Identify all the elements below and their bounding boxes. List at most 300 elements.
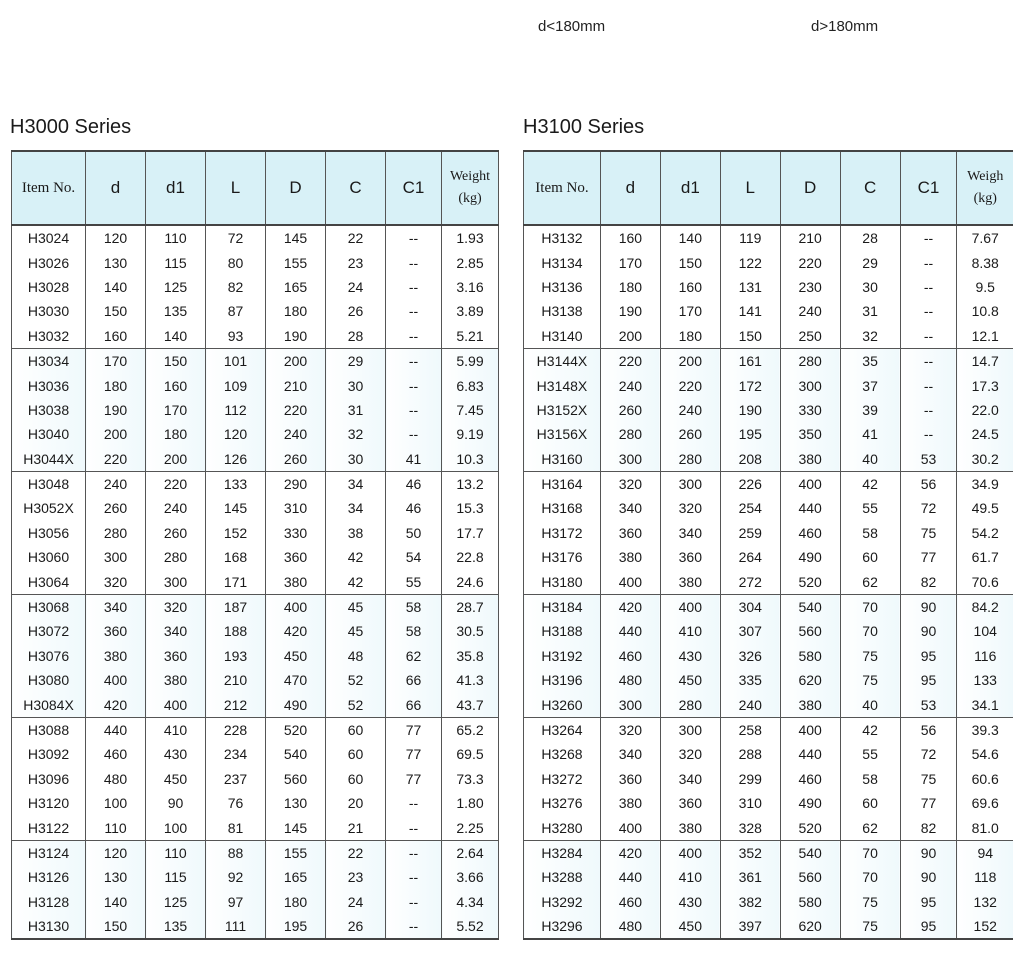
table-row [524,569,1013,594]
outer-d-cell: 440 [780,742,840,766]
h3000-series-title: H3000 Series [10,116,132,138]
d1-cell: 320 [660,496,720,520]
c1-cell: 90 [900,594,957,619]
d-cell: 400 [86,668,146,692]
header-d: d [86,151,146,225]
c-cell: 40 [840,447,900,472]
d-cell: 160 [86,324,146,349]
d1-cell: 110 [146,225,206,250]
c1-cell: 77 [386,742,442,766]
c-cell: 75 [840,644,900,668]
item-no-cell: H3292 [524,890,601,914]
d-cell: 150 [86,299,146,323]
table-row [524,398,1013,422]
outer-d-cell: 300 [780,373,840,397]
d-cell: 170 [600,250,660,274]
weight-cell: 10.3 [442,447,499,472]
outer-d-cell: 165 [266,865,326,889]
d1-cell: 450 [660,914,720,939]
weight-cell: 30.5 [442,619,499,643]
weight-cell: 69.5 [442,742,499,766]
item-no-cell: H3040 [12,422,86,446]
weight-cell: 9.5 [957,275,1013,299]
item-no-cell: H3048 [12,471,86,496]
item-no-cell: H3122 [12,815,86,840]
c-cell: 60 [326,767,386,791]
d1-cell: 140 [146,324,206,349]
d-cell: 140 [86,890,146,914]
table-row [524,865,1013,889]
table-row [12,225,499,250]
outer-d-cell: 155 [266,840,326,865]
table-row [12,324,499,349]
l-cell: 168 [206,545,266,569]
item-no-cell: H3034 [12,348,86,373]
table-row [12,422,499,446]
item-no-cell: H3084X [12,692,86,717]
d1-cell: 220 [146,471,206,496]
c1-cell: -- [386,225,442,250]
outer-d-cell: 520 [266,717,326,742]
l-cell: 93 [206,324,266,349]
table-row [524,496,1013,520]
d-cell: 200 [600,324,660,349]
l-cell: 361 [720,865,780,889]
item-no-cell: H3180 [524,569,601,594]
weight-cell: 81.0 [957,815,1013,840]
table-row [12,668,499,692]
outer-d-cell: 450 [266,644,326,668]
table-row [524,815,1013,840]
weight-cell: 22.0 [957,398,1013,422]
d1-cell: 110 [146,840,206,865]
l-cell: 195 [720,422,780,446]
c1-cell: 75 [900,521,957,545]
c-cell: 42 [326,569,386,594]
outer-d-cell: 210 [266,373,326,397]
header-c: C [840,151,900,225]
c1-cell: 95 [900,644,957,668]
weight-cell: 39.3 [957,717,1013,742]
l-cell: 188 [206,619,266,643]
d1-cell: 450 [146,767,206,791]
c-cell: 52 [326,692,386,717]
c1-cell: 75 [900,767,957,791]
outer-d-cell: 330 [780,398,840,422]
c1-cell: -- [900,398,957,422]
outer-d-cell: 260 [266,447,326,472]
header-weight-unit: (kg) [973,191,997,206]
d-cell: 190 [86,398,146,422]
c1-cell: 50 [386,521,442,545]
d-large-label: d>180mm [811,18,879,35]
item-no-cell: H3124 [12,840,86,865]
d1-cell: 160 [146,373,206,397]
c1-cell: -- [386,840,442,865]
table-row [524,840,1013,865]
d1-cell: 300 [146,569,206,594]
d-cell: 180 [86,373,146,397]
c-cell: 24 [326,275,386,299]
weight-cell: 54.2 [957,521,1013,545]
outer-d-cell: 165 [266,275,326,299]
weight-cell: 24.6 [442,569,499,594]
c-cell: 31 [840,299,900,323]
outer-d-cell: 490 [780,791,840,815]
c1-cell: 72 [900,496,957,520]
l-cell: 82 [206,275,266,299]
c-cell: 55 [840,496,900,520]
weight-cell: 35.8 [442,644,499,668]
c-cell: 75 [840,914,900,939]
d-cell: 460 [600,644,660,668]
outer-d-cell: 560 [780,619,840,643]
c-cell: 75 [840,890,900,914]
d-cell: 280 [600,422,660,446]
outer-d-cell: 195 [266,914,326,939]
c1-cell: -- [386,299,442,323]
d1-cell: 400 [146,692,206,717]
d1-cell: 360 [660,791,720,815]
l-cell: 264 [720,545,780,569]
l-cell: 80 [206,250,266,274]
outer-d-cell: 560 [266,767,326,791]
l-cell: 145 [206,496,266,520]
outer-d-cell: 460 [780,521,840,545]
c1-cell: 46 [386,496,442,520]
c1-cell: -- [386,890,442,914]
d-cell: 170 [86,348,146,373]
c-cell: 55 [840,742,900,766]
table-header-row [524,151,1013,225]
weight-cell: 34.9 [957,471,1013,496]
c-cell: 58 [840,521,900,545]
c-cell: 42 [326,545,386,569]
d1-cell: 240 [146,496,206,520]
l-cell: 304 [720,594,780,619]
item-no-cell: H3038 [12,398,86,422]
weight-cell: 9.19 [442,422,499,446]
table-row [524,471,1013,496]
h3100-series-title: H3100 Series [523,116,645,138]
table-row [12,299,499,323]
d1-cell: 340 [146,619,206,643]
l-cell: 240 [720,692,780,717]
l-cell: 208 [720,447,780,472]
c1-cell: 53 [900,447,957,472]
c-cell: 34 [326,496,386,520]
c-cell: 60 [326,742,386,766]
table-row [12,815,499,840]
header-d: d [600,151,660,225]
l-cell: 152 [206,521,266,545]
c1-cell: 56 [900,717,957,742]
d1-cell: 280 [146,545,206,569]
d1-cell: 135 [146,299,206,323]
d-cell: 130 [86,250,146,274]
header-weight-unit: (kg) [458,191,482,206]
weight-cell: 17.3 [957,373,1013,397]
l-cell: 234 [206,742,266,766]
table-row [524,890,1013,914]
c-cell: 24 [326,890,386,914]
item-no-cell: H3076 [12,644,86,668]
d-cell: 130 [86,865,146,889]
header-weight-label: Weight [449,169,491,184]
outer-d-cell: 180 [266,890,326,914]
c1-cell: -- [386,348,442,373]
outer-d-cell: 380 [780,447,840,472]
d-cell: 460 [86,742,146,766]
d-cell: 420 [600,840,660,865]
c1-cell: 77 [386,717,442,742]
h3100-series-table [523,150,1013,940]
item-no-cell: H3092 [12,742,86,766]
d1-cell: 320 [146,594,206,619]
weight-cell: 132 [957,890,1013,914]
table-row [12,569,499,594]
l-cell: 299 [720,767,780,791]
l-cell: 352 [720,840,780,865]
table-row [12,865,499,889]
weight-cell: 43.7 [442,692,499,717]
d-cell: 360 [86,619,146,643]
weight-cell: 30.2 [957,447,1013,472]
l-cell: 382 [720,890,780,914]
c1-cell: 82 [900,569,957,594]
c-cell: 39 [840,398,900,422]
item-no-cell: H3056 [12,521,86,545]
l-cell: 131 [720,275,780,299]
item-no-cell: H3264 [524,717,601,742]
d1-cell: 400 [660,840,720,865]
weight-cell: 3.16 [442,275,499,299]
table-row [524,668,1013,692]
c-cell: 75 [840,668,900,692]
l-cell: 272 [720,569,780,594]
weight-cell: 24.5 [957,422,1013,446]
weight-cell: 17.7 [442,521,499,545]
item-no-cell: H3276 [524,791,601,815]
d1-cell: 220 [660,373,720,397]
outer-d-cell: 490 [780,545,840,569]
item-no-cell: H3134 [524,250,601,274]
l-cell: 122 [720,250,780,274]
item-no-cell: H3284 [524,840,601,865]
c-cell: 35 [840,348,900,373]
table-row [12,644,499,668]
header-d1: d1 [146,151,206,225]
d-cell: 100 [86,791,146,815]
outer-d-cell: 250 [780,324,840,349]
d1-cell: 380 [660,815,720,840]
table-row [524,275,1013,299]
outer-d-cell: 130 [266,791,326,815]
table-row [12,692,499,717]
weight-cell: 10.8 [957,299,1013,323]
c1-cell: 46 [386,471,442,496]
item-no-cell: H3130 [12,914,86,939]
c-cell: 30 [840,275,900,299]
d-cell: 360 [600,521,660,545]
weight-cell: 14.7 [957,348,1013,373]
c1-cell: 66 [386,692,442,717]
c-cell: 70 [840,840,900,865]
l-cell: 87 [206,299,266,323]
d-cell: 320 [600,717,660,742]
c1-cell: 77 [386,767,442,791]
table-row [524,717,1013,742]
weight-cell: 6.83 [442,373,499,397]
d-cell: 300 [600,692,660,717]
table-row [12,890,499,914]
c1-cell: -- [900,275,957,299]
c-cell: 30 [326,373,386,397]
item-no-cell: H3296 [524,914,601,939]
outer-d-cell: 155 [266,250,326,274]
weight-cell: 84.2 [957,594,1013,619]
item-no-cell: H3032 [12,324,86,349]
table-row [524,521,1013,545]
table-row [524,594,1013,619]
outer-d-cell: 400 [780,471,840,496]
c1-cell: 77 [900,791,957,815]
d1-cell: 260 [146,521,206,545]
l-cell: 97 [206,890,266,914]
l-cell: 88 [206,840,266,865]
outer-d-cell: 350 [780,422,840,446]
weight-cell: 15.3 [442,496,499,520]
c1-cell: 95 [900,890,957,914]
l-cell: 226 [720,471,780,496]
header-outer-d: D [266,151,326,225]
c1-cell: -- [386,815,442,840]
item-no-cell: H3148X [524,373,601,397]
weight-cell: 65.2 [442,717,499,742]
l-cell: 92 [206,865,266,889]
d1-cell: 160 [660,275,720,299]
c-cell: 21 [326,815,386,840]
weight-cell: 152 [957,914,1013,939]
c-cell: 29 [326,348,386,373]
c-cell: 70 [840,594,900,619]
l-cell: 288 [720,742,780,766]
d1-cell: 140 [660,225,720,250]
item-no-cell: H3156X [524,422,601,446]
table-row [524,250,1013,274]
outer-d-cell: 380 [266,569,326,594]
outer-d-cell: 190 [266,324,326,349]
c1-cell: 72 [900,742,957,766]
l-cell: 258 [720,717,780,742]
table-row [524,373,1013,397]
item-no-cell: H3288 [524,865,601,889]
outer-d-cell: 280 [780,348,840,373]
outer-d-cell: 460 [780,767,840,791]
d-cell: 340 [86,594,146,619]
d1-cell: 340 [660,767,720,791]
item-no-cell: H3080 [12,668,86,692]
c-cell: 41 [840,422,900,446]
d-cell: 110 [86,815,146,840]
c-cell: 40 [840,692,900,717]
c-cell: 70 [840,619,900,643]
d1-cell: 200 [146,447,206,472]
d-cell: 300 [86,545,146,569]
weight-cell: 5.52 [442,914,499,939]
header-l: L [720,151,780,225]
l-cell: 190 [720,398,780,422]
c1-cell: 56 [900,471,957,496]
outer-d-cell: 240 [780,299,840,323]
table-row [524,447,1013,472]
table-row [12,767,499,791]
c1-cell: -- [386,398,442,422]
outer-d-cell: 620 [780,668,840,692]
weight-cell: 2.85 [442,250,499,274]
d-cell: 460 [600,890,660,914]
weight-cell: 69.6 [957,791,1013,815]
c-cell: 32 [326,422,386,446]
l-cell: 397 [720,914,780,939]
d-cell: 220 [86,447,146,472]
weight-cell: 13.2 [442,471,499,496]
d1-cell: 430 [660,644,720,668]
l-cell: 210 [206,668,266,692]
item-no-cell: H3164 [524,471,601,496]
d1-cell: 135 [146,914,206,939]
table-row [12,447,499,472]
d1-cell: 115 [146,865,206,889]
header-weight [442,151,499,225]
weight-cell: 41.3 [442,668,499,692]
weight-cell: 1.93 [442,225,499,250]
item-no-cell: H3192 [524,644,601,668]
weight-cell: 116 [957,644,1013,668]
l-cell: 133 [206,471,266,496]
item-no-cell: H3196 [524,668,601,692]
c-cell: 42 [840,717,900,742]
l-cell: 109 [206,373,266,397]
item-no-cell: H3136 [524,275,601,299]
c-cell: 29 [840,250,900,274]
item-no-cell: H3160 [524,447,601,472]
item-no-cell: H3024 [12,225,86,250]
c1-cell: -- [900,348,957,373]
table-row [524,767,1013,791]
weight-cell: 7.45 [442,398,499,422]
c-cell: 42 [840,471,900,496]
d-cell: 220 [600,348,660,373]
d-cell: 260 [600,398,660,422]
outer-d-cell: 540 [780,594,840,619]
d-cell: 340 [600,496,660,520]
header-outer-d: D [780,151,840,225]
c-cell: 38 [326,521,386,545]
weight-cell: 28.7 [442,594,499,619]
l-cell: 111 [206,914,266,939]
table-row [524,324,1013,349]
table-row [12,619,499,643]
d1-cell: 170 [660,299,720,323]
table-row [524,545,1013,569]
d1-cell: 430 [146,742,206,766]
d-cell: 440 [600,619,660,643]
outer-d-cell: 520 [780,815,840,840]
d1-cell: 125 [146,275,206,299]
table-row [12,250,499,274]
item-no-cell: H3128 [12,890,86,914]
